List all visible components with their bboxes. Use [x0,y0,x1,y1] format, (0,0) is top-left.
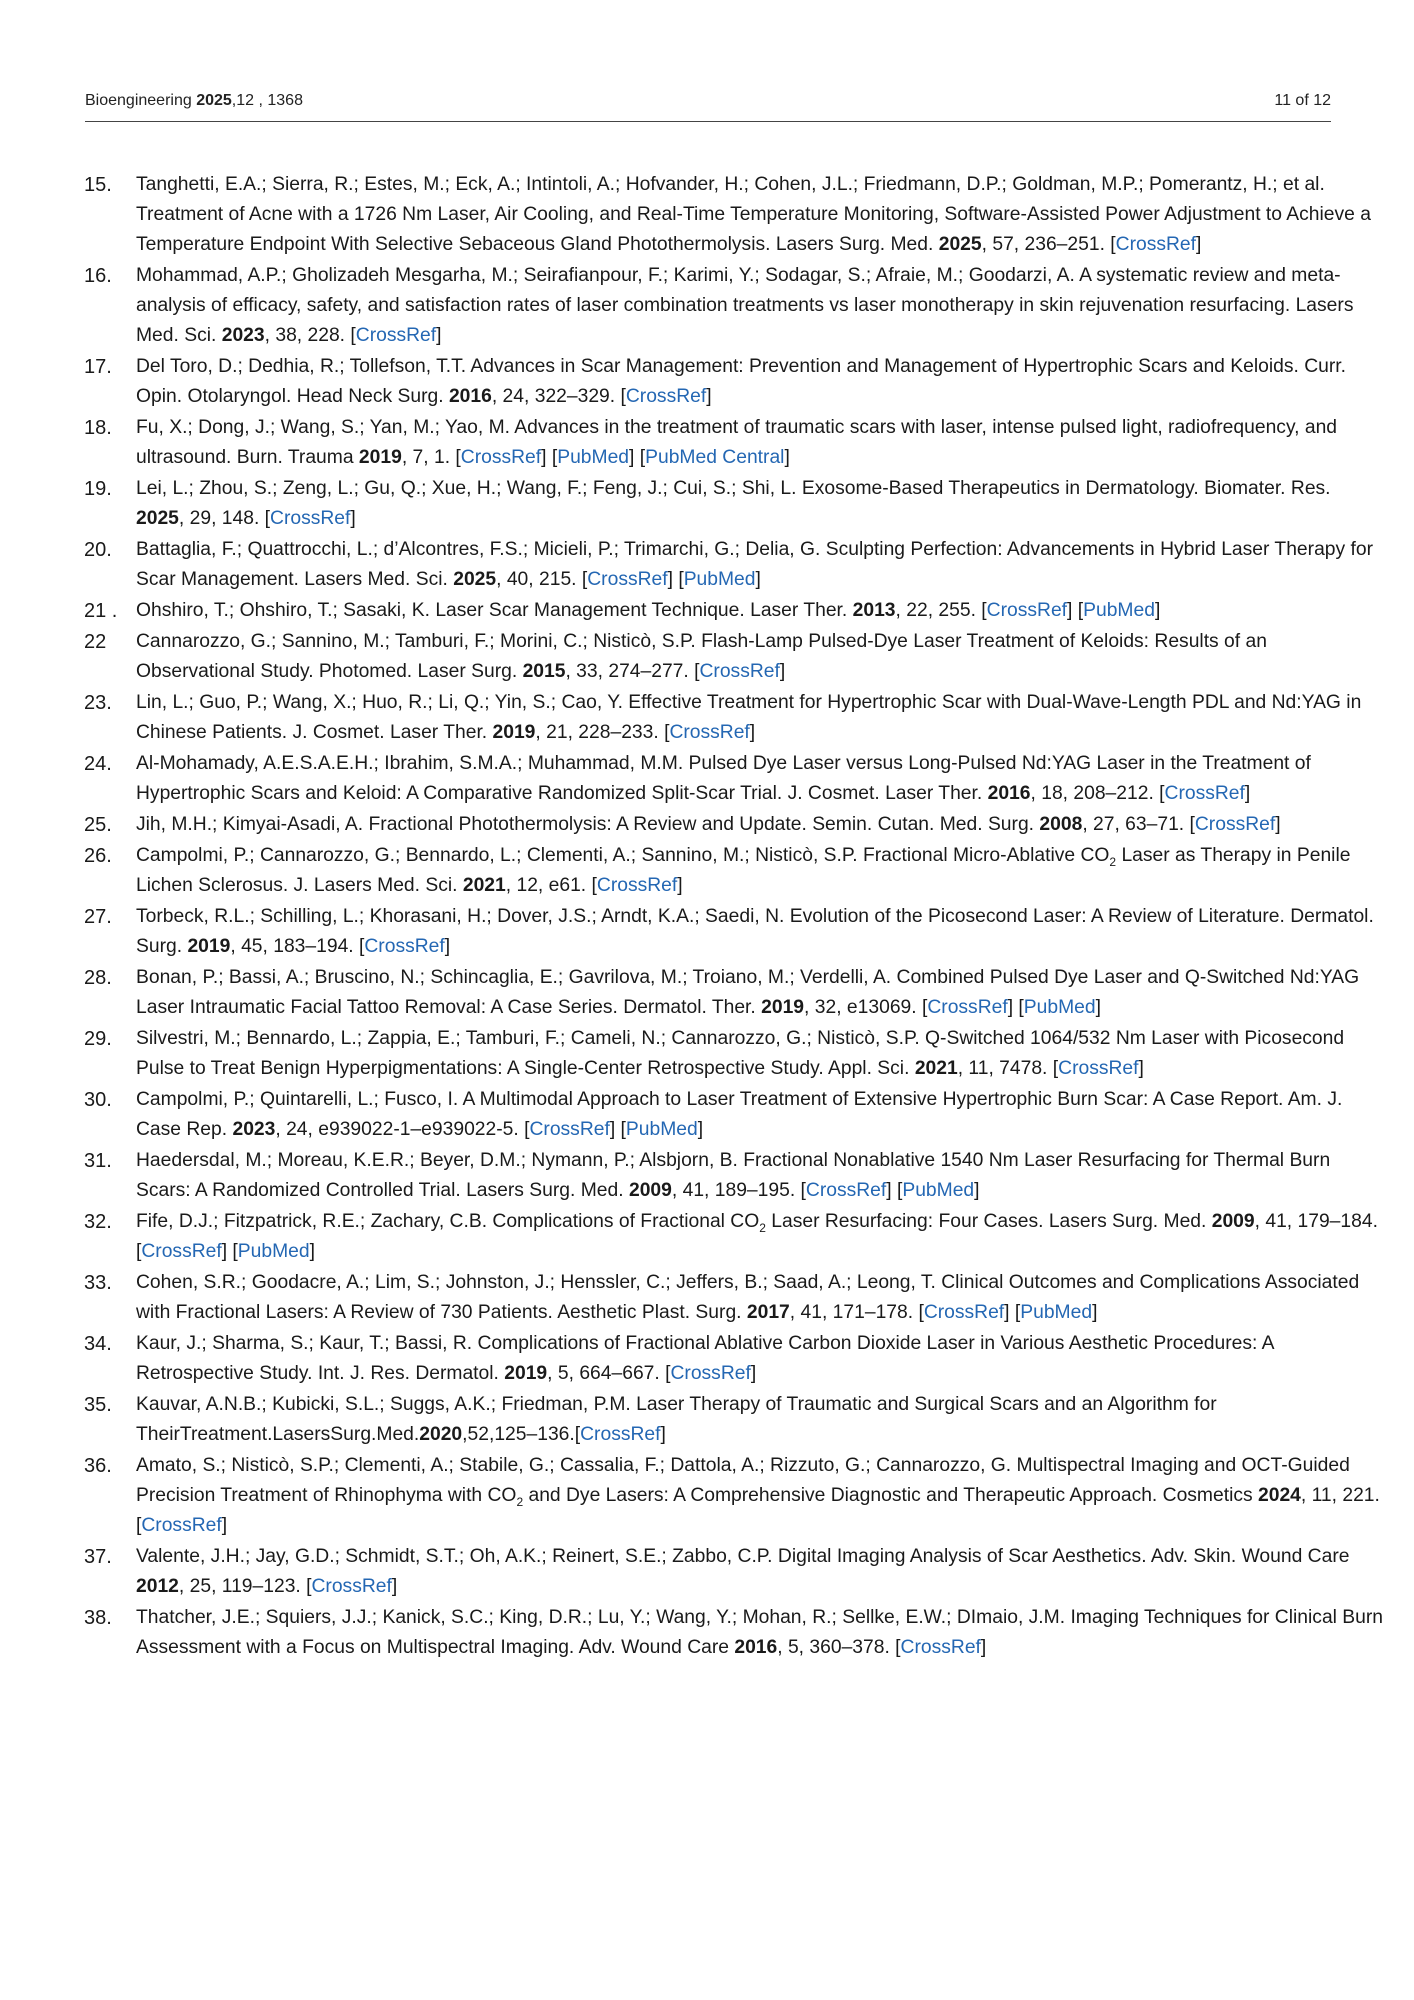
reference-18 [84,413,1384,473]
ref-text: Jih, M.H.; Kimyai-Asadi, A. Fractional Photothermolysis: A Review and Update. Semin. Cutan. Med. Surg. 2008, 27, 63–71. [CrossRef] [136,814,1281,835]
ref-authors-title: Cohen, S.R.; Goodacre, A.; Lim, S.; Johnston, J.; Henssler, C.; Jeffers, B.; Saad, A.; Leong, T. Clinical Outcomes and Complications Associated with Fractional Lasers: A Review of 730 Patients. Aesthetic Plast. Surg. [136,1272,1360,1323]
pubmed-link[interactable]: PubMed [902,1180,975,1201]
pubmed-link[interactable]: PubMed [237,1241,310,1262]
ref-text: Kauvar, A.N.B.; Kubicki, S.L.; Suggs, A.K.; Friedman, P.M. Laser Therapy of Traumatic and Surgical Scars and an Algorithm for TheirTreatment.LasersSurg.Med.2020,52,125–136.[CrossRef] [136,1394,1217,1445]
ref-number: 31. [84,1150,112,1172]
ref-text: Battaglia, F.; Quattrocchi, L.; d’Alcontres, F.S.; Micieli, P.; Trimarchi, G.; Delia, G. Sculpting Perfection: Advancements in Hybrid Laser Therapy for Scar Management. Lasers Med. Sci. 2025, 40, 215. [CrossRef] [PubMed] [136,539,1374,590]
ref-text: Lei, L.; Zhou, S.; Zeng, L.; Gu, Q.; Xue, H.; Wang, F.; Feng, J.; Cui, S.; Shi, L. Exosome-Based Therapeutics in Dermatology. Biomater. Res. 2025, 29, 148. [CrossRef] [136,478,1331,529]
ref-text: Campolmi, P.; Cannarozzo, G.; Bennardo, L.; Clementi, A.; Sannino, M.; Nisticò, S.P. Fractional Micro-Ablative $CO_2$ Laser as Therapy in Penile Lichen Sclerosus. J. Lasers Med. Sci. 2021, 12, e61. [CrossRef] [136,845,1351,896]
crossref-link[interactable]: CrossRef [1058,1058,1139,1079]
crossref-link[interactable]: CrossRef [311,1576,392,1597]
reference-29 [84,1024,1384,1084]
ref-year: 2009 [1211,1211,1255,1232]
reference-30 [84,1085,1384,1145]
ref-subscript: 2 [516,1494,524,1509]
ref-number: 30. [84,1089,112,1111]
crossref-link[interactable]: CrossRef [669,722,750,743]
ref-number: 20. [84,539,112,561]
ref-number: 21 . [84,600,118,622]
reference-36 [84,1451,1384,1541]
crossref-link[interactable]: CrossRef [580,1424,661,1445]
reference-23 [84,688,1384,748]
ref-number: 15. [84,174,112,196]
reference-15 [84,170,1384,260]
ref-authors-title: Tanghetti, E.A.; Sierra, R.; Estes, M.; Eck, A.; Intintoli, A.; Hofvander, H.; Cohen, J.L.; Friedmann, D.P.; Goldman, M.P.; Pomerantz, H.; et al. Treatment of Acne with a 1726 Nm Laser, Air Cooling, and Real-Time Temperature Monitoring, Software-Assisted Power Adjustment to Achieve a Temperature Endpoint With Selective Sebaceous Gland Photothermolysis. Lasers Surg. Med. [136,174,1371,255]
reference-33 [84,1268,1384,1328]
ref-year: 2025 [453,569,497,590]
ref-text: Lin, L.; Guo, P.; Wang, X.; Huo, R.; Li, Q.; Yin, S.; Cao, Y. Effective Treatment for Hypertrophic Scar with Dual-Wave-Length PDL and Nd:YAG in Chinese Patients. J. Cosmet. Laser Ther. 2019, 21, 228–233. [CrossRef] [136,692,1362,743]
ref-year: 2013 [852,600,896,621]
ref-authors-title: Mohammad, A.P.; Gholizadeh Mesgarha, M.; Seirafianpour, F.; Karimi, Y.; Sodagar, S.; Afraie, M.; Goodarzi, A. A systematic review and meta-analysis of efficacy, safety, and satisfaction rates of laser combination treatments vs laser monotherapy in skin rejuvenation resurfacing. Lasers Med. Sci. [136,265,1354,346]
ref-text: Tanghetti, E.A.; Sierra, R.; Estes, M.; Eck, A.; Intintoli, A.; Hofvander, H.; Cohen, J.L.; Friedmann, D.P.; Goldman, M.P.; Pomerantz, H.; et al. Treatment of Acne with a 1726 Nm Laser, Air Cooling, and Real-Time Temperature Monitoring, Software-Assisted Power Adjustment to Achieve a Temperature Endpoint With Selective Sebaceous Gland Photothermolysis. Lasers Surg. Med. 2025, 57, 236–251. [CrossRef] [136,174,1371,255]
crossref-link[interactable]: CrossRef [670,1363,751,1384]
ref-number: 26. [84,845,112,867]
ref-number: 17. [84,356,112,378]
reference-27 [84,902,1384,962]
ref-volume-pages: , 21, 228–233. [ [535,722,670,743]
ref-year: 2021 [462,875,506,896]
ref-number: 37. [84,1546,112,1568]
crossref-link[interactable]: CrossRef [625,386,707,407]
ref-number: 33. [84,1272,112,1294]
crossref-link[interactable]: CrossRef [596,875,678,896]
ref-year: 2019 [187,936,231,957]
ref-number: 38. [84,1607,112,1629]
ref-text: Bonan, P.; Bassi, A.; Bruscino, N.; Schincaglia, E.; Gavrilova, M.; Troiano, M.; Verdelli, A. Combined Pulsed Dye Laser and Q-Switched Nd:YAG Laser Intraumatic Facial Tattoo Removal: A Case Series. Dermatol. Ther. 2019, 32, e13069. [CrossRef] [PubMed] [136,967,1360,1018]
ref-year: 2015 [522,661,566,682]
ref-volume-pages: , 41, 189–195. [ [671,1180,806,1201]
ref-year: 2016 [987,783,1031,804]
page-header [85,84,1331,118]
journal-citation [85,92,303,110]
ref-text: Cannarozzo, G.; Sannino, M.; Tamburi, F.; Morini, C.; Nisticò, S.P. Flash-Lamp Pulsed-Dye Laser Treatment of Keloids: Results of an Observational Study. Photomed. Laser Surg. 2015, 33, 274–277. [CrossRef] [136,631,1267,682]
reference-22 [84,627,1384,687]
ref-number: 19. [84,478,112,500]
ref-year: 2025 [136,508,179,529]
page-number: 11 of 12 [1274,92,1331,109]
ref-authors-title: Del Toro, D.; Dedhia, R.; Tollefson, T.T. Advances in Scar Management: Prevention and Management of Hypertrophic Scars and Keloids. Curr. Opin. Otolaryngol. Head Neck Surg. [136,356,1346,407]
journal-year: 2025 [196,92,232,109]
crossref-link[interactable]: CrossRef [270,508,351,529]
ref-authors-title: Lin, L.; Guo, P.; Wang, X.; Huo, R.; Li, Q.; Yin, S.; Cao, Y. Effective Treatment for Hypertrophic Scar with Dual-Wave-Length PDL and Nd:YAG in Chinese Patients. J. Cosmet. Laser Ther. [136,692,1362,743]
ref-authors-title: Campolmi, P.; Quintarelli, L.; Fusco, I. A Multimodal Approach to Laser Treatment of Extensive Hypertrophic Burn Scar: A Case Report. Am. J. Case Rep. [136,1089,1343,1140]
ref-volume-pages: , 25, 119–123. [ [178,1576,312,1597]
ref-volume-pages: , 32, e13069. [ [804,997,928,1018]
reference-17 [84,352,1384,412]
reference-32 [84,1207,1384,1267]
ref-volume-pages: , 29, 148. [ [178,508,271,529]
pubmed-link[interactable]: PubMed [557,447,630,468]
ref-authors-title: Valente, J.H.; Jay, G.D.; Schmidt, S.T.; Oh, A.K.; Reinert, S.E.; Zabbo, C.P. Digital Imaging Analysis of Scar Aesthetics. Adv. Skin. Wound Care [136,1546,1350,1567]
reference-34 [84,1329,1384,1389]
ref-number: 24. [84,753,112,775]
ref-volume-pages: , 33, 274–277. [ [565,661,700,682]
ref-year: 2025 [938,234,982,255]
ref-text: Haedersdal, M.; Moreau, K.E.R.; Beyer, D.M.; Nymann, P.; Alsbjorn, B. Fractional Nonablative 1540 Nm Laser Resurfacing for Thermal Burn Scars: A Randomized Controlled Trial. Lasers Surg. Med. 2009, 41, 189–195. [CrossRef] [PubMed] [136,1150,1331,1201]
ref-year: 2019 [504,1363,548,1384]
ref-volume-pages: , 12, e61. [ [505,875,597,896]
ref-volume-pages: , 24, 322–329. [ [491,386,626,407]
ref-year: 2008 [1039,814,1083,835]
ref-volume-pages: , 11, 221. [ [136,1485,1380,1536]
ref-volume-pages: , 18, 208–212. [ [1030,783,1165,804]
ref-year: 2016 [734,1637,778,1658]
ref-text: Fu, X.; Dong, J.; Wang, S.; Yan, M.; Yao, M. Advances in the treatment of traumatic scars with laser, intense pulsed light, radiofrequency, and ultrasound. Burn. Trauma 2019, 7, 1. [CrossRef] [PubMed] [PubMed Central] [136,417,1338,468]
crossref-link[interactable]: CrossRef [587,569,668,590]
ref-volume-pages: ,52,125–136.[ [462,1424,581,1445]
reference-19 [84,474,1384,534]
ref-text: Fife, D.J.; Fitzpatrick, R.E.; Zachary, C.B. Complications of Fractional $CO_2$ Laser Resurfacing: Four Cases. Lasers Surg. Med. 2009, 41, 179–184. [CrossRef] [PubMed] [136,1211,1378,1262]
ref-authors-title: Amato, S.; Nisticò, S.P.; Clementi, A.; Stabile, G.; Cassalia, F.; Dattola, A.; Rizzuto, G.; Cannarozzo, G. Multispectral Imaging and OCT-Guided Precision Treatment of Rhinophyma with CO [136,1455,1350,1506]
pubmed-link[interactable]: PubMed [1083,600,1155,621]
ref-text: Mohammad, A.P.; Gholizadeh Mesgarha, M.; Seirafianpour, F.; Karimi, Y.; Sodagar, S.; Afraie, M.; Goodarzi, A. A systematic review and meta-analysis of efficacy, safety, and satisfaction rates of laser combination treatments vs laser monotherapy in skin rejuvenation resurfacing. Lasers Med. Sci. 2023, 38, 228. [CrossRef] [136,265,1354,346]
reference-24 [84,749,1384,809]
ref-volume-pages: , 5, 360–378. [ [777,1637,901,1658]
ref-volume-pages: , 40, 215. [ [496,569,588,590]
ref-authors-title: Campolmi, P.; Cannarozzo, G.; Bennardo, L.; Clementi, A.; Sannino, M.; Nisticò, S.P. Fractional Micro-Ablative CO [136,845,1110,866]
crossref-link[interactable]: CrossRef [364,936,445,957]
reference-35 [84,1390,1384,1450]
ref-authors-title: Silvestri, M.; Bennardo, L.; Zappia, E.; Tamburi, F.; Cameli, N.; Cannarozzo, G.; Nisticò, S.P. Q-Switched 1064/532 Nm Laser with Picosecond Pulse to Treat Benign Hyperpigmentations: A Single-Center Retrospective Study. Appl. Sci. [136,1028,1345,1079]
ref-subscript: 2 [759,1220,766,1235]
ref-volume-pages: , 57, 236–251. [ [981,234,1116,255]
ref-volume-pages: , 5, 664–667. [ [547,1363,671,1384]
ref-year: 2023 [232,1119,276,1140]
reference-25 [84,810,1384,840]
crossref-link[interactable]: CrossRef [1115,234,1197,255]
ref-text: Cohen, S.R.; Goodacre, A.; Lim, S.; Johnston, J.; Henssler, C.; Jeffers, B.; Saad, A.; Leong, T. Clinical Outcomes and Complications Associated with Fractional Lasers: A Review of 730 Patients. Aesthetic Plast. Surg. 2017, 41, 171–178. [CrossRef] [PubMed] [136,1272,1360,1323]
reference-20 [84,535,1384,595]
ref-text: Al-Mohamady, A.E.S.A.E.H.; Ibrahim, S.M.A.; Muhammad, M.M. Pulsed Dye Laser versus Long-Pulsed Nd:YAG Laser in the Treatment of Hypertrophic Scars and Keloid: A Comparative Randomized Split-Scar Trial. J. Cosmet. Laser Ther. 2016, 18, 208–212. [CrossRef] [136,753,1311,804]
pubmed-link[interactable]: PubMed [1023,997,1096,1018]
reference-31 [84,1146,1384,1206]
ref-number: 32. [84,1211,112,1233]
crossref-link[interactable]: CrossRef [927,997,1008,1018]
ref-number: 35. [84,1394,112,1416]
ref-authors-title: Kauvar, A.N.B.; Kubicki, S.L.; Suggs, A.K.; Friedman, P.M. Laser Therapy of Traumatic and Surgical Scars and an Algorithm for TheirTreatment.LasersSurg.Med. [136,1394,1217,1445]
ref-text: Campolmi, P.; Quintarelli, L.; Fusco, I. A Multimodal Approach to Laser Treatment of Extensive Hypertrophic Burn Scar: A Case Report. Am. J. Case Rep. 2023, 24, e939022-1–e939022-5. [CrossRef] [PubMed] [136,1089,1343,1140]
ref-year: 2012 [136,1576,179,1597]
reference-38 [84,1603,1384,1663]
crossref-link[interactable]: CrossRef [355,325,437,346]
ref-volume-pages: , 41, 171–178. [ [789,1302,924,1323]
pubmed-central-link[interactable]: PubMed Central [645,447,785,468]
pubmed-link[interactable]: PubMed [625,1119,698,1140]
crossref-link[interactable]: CrossRef [141,1241,222,1262]
ref-year: 2016 [448,386,492,407]
reference-37 [84,1542,1384,1602]
ref-number: 16. [84,265,112,287]
ref-authors-title: Ohshiro, T.; Ohshiro, T.; Sasaki, K. Laser Scar Management Technique. Laser Ther. [136,600,853,621]
ref-authors-title: Bonan, P.; Bassi, A.; Bruscino, N.; Schincaglia, E.; Gavrilova, M.; Troiano, M.; Verdelli, A. Combined Pulsed Dye Laser and Q-Switched Nd:YAG Laser Intraumatic Facial Tattoo Removal: A Case Series. Dermatol. Ther. [136,967,1360,1018]
crossref-link[interactable]: CrossRef [986,600,1068,621]
ref-year: 2009 [628,1180,672,1201]
ref-year: 2023 [221,325,265,346]
ref-number: 27. [84,906,112,928]
reference-26 [84,841,1384,901]
reference-28 [84,963,1384,1023]
ref-volume-pages: , 24, e939022-1–e939022-5. [ [275,1119,530,1140]
ref-text: Ohshiro, T.; Ohshiro, T.; Sasaki, K. Laser Scar Management Technique. Laser Ther. 2013, 22, 255. [CrossRef] [PubMed] [136,600,1161,621]
ref-text: Kaur, J.; Sharma, S.; Kaur, T.; Bassi, R. Complications of Fractional Ablative Carbon Dioxide Laser in Various Aesthetic Procedures: A Retrospective Study. Int. J. Res. Dermatol. 2019, 5, 664–667. [CrossRef] [136,1333,1274,1384]
ref-subscript: 2 [1109,854,1117,869]
ref-text: Torbeck, R.L.; Schilling, L.; Khorasani, H.; Dover, J.S.; Arndt, K.A.; Saedi, N. Evolution of the Picosecond Laser: A Review of Literature. Dermatol. Surg. 2019, 45, 183–194. [CrossRef] [136,906,1374,957]
ref-text: Del Toro, D.; Dedhia, R.; Tollefson, T.T. Advances in Scar Management: Prevention and Management of Hypertrophic Scars and Keloids. Curr. Opin. Otolaryngol. Head Neck Surg. 2016, 24, 322–329. [CrossRef] [136,356,1346,407]
pubmed-link[interactable]: PubMed [683,569,756,590]
crossref-link[interactable]: CrossRef [900,1637,981,1658]
ref-authors-title: Thatcher, J.E.; Squiers, J.J.; Kanick, S.C.; King, D.R.; Lu, Y.; Wang, Y.; Mohan, R.; Sellke, E.W.; DImaio, J.M. Imaging Techniques for Clinical Burn Assessment with a Focus on Multispectral Imaging. Adv. Wound Care [136,1607,1384,1658]
ref-year: 2021 [914,1058,958,1079]
ref-number: 36. [84,1455,112,1477]
ref-year: 2020 [419,1424,463,1445]
ref-year: 2017 [746,1302,790,1323]
crossref-link[interactable]: CrossRef [1194,814,1276,835]
ref-number: 28. [84,967,112,989]
ref-year: 2019 [761,997,805,1018]
ref-text: Valente, J.H.; Jay, G.D.; Schmidt, S.T.; Oh, A.K.; Reinert, S.E.; Zabbo, C.P. Digital Imaging Analysis of Scar Aesthetics. Adv. Skin. Wound Care 2012, 25, 119–123. [CrossRef] [136,1546,1350,1597]
ref-authors-title: Haedersdal, M.; Moreau, K.E.R.; Beyer, D.M.; Nymann, P.; Alsbjorn, B. Fractional Nonablative 1540 Nm Laser Resurfacing for Thermal Burn Scars: A Randomized Controlled Trial. Lasers Surg. Med. [136,1150,1331,1201]
crossref-link[interactable]: CrossRef [529,1119,610,1140]
ref-year: 2019 [358,447,402,468]
ref-volume-pages: , 22, 255. [ [895,600,987,621]
ref-number: 29. [84,1028,112,1050]
ref-authors-title: Battaglia, F.; Quattrocchi, L.; d’Alcontres, F.S.; Micieli, P.; Trimarchi, G.; Delia, G. Sculpting Perfection: Advancements in Hybrid Laser Therapy for Scar Management. Lasers Med. Sci. [136,539,1374,590]
ref-year: 2024 [1258,1485,1301,1506]
ref-text: Silvestri, M.; Bennardo, L.; Zappia, E.; Tamburi, F.; Cameli, N.; Cannarozzo, G.; Nisticò, S.P. Q-Switched 1064/532 Nm Laser with Picosecond Pulse to Treat Benign Hyperpigmentations: A Single-Center Retrospective Study. Appl. Sci. 2021, 11, 7478. [CrossRef] [136,1028,1345,1079]
ref-number: 22 [84,631,107,653]
ref-volume-pages: , 7, 1. [ [401,447,461,468]
ref-authors-title: Torbeck, R.L.; Schilling, L.; Khorasani, H.; Dover, J.S.; Arndt, K.A.; Saedi, N. Evolution of the Picosecond Laser: A Review of Literature. Dermatol. Surg. [136,906,1374,957]
crossref-link[interactable]: CrossRef [1164,783,1245,804]
header-rule [85,121,1331,122]
ref-text: Thatcher, J.E.; Squiers, J.J.; Kanick, S.C.; King, D.R.; Lu, Y.; Wang, Y.; Mohan, R.; Sellke, E.W.; DImaio, J.M. Imaging Techniques for Clinical Burn Assessment with a Focus on Multispectral Imaging. Adv. Wound Care 2016, 5, 360–378. [CrossRef] [136,1607,1384,1658]
ref-authors-title: Lei, L.; Zhou, S.; Zeng, L.; Gu, Q.; Xue, H.; Wang, F.; Feng, J.; Cui, S.; Shi, L. Exosome-Based Therapeutics in Dermatology. Biomater. Res. [136,478,1331,499]
ref-authors-title: Kaur, J.; Sharma, S.; Kaur, T.; Bassi, R. Complications of Fractional Ablative Carbon Dioxide Laser in Various Aesthetic Procedures: A Retrospective Study. Int. J. Res. Dermatol. [136,1333,1274,1384]
crossref-link[interactable]: CrossRef [923,1302,1005,1323]
pubmed-link[interactable]: PubMed [1020,1302,1093,1323]
ref-number: 18. [84,417,112,439]
ref-authors-title: Jih, M.H.; Kimyai-Asadi, A. Fractional Photothermolysis: A Review and Update. Semin. Cutan. Med. Surg. [136,814,1040,835]
ref-volume-pages: , 27, 63–71. [ [1082,814,1195,835]
reference-21 [84,596,1384,626]
ref-number: 25. [84,814,112,836]
ref-authors-title: Al-Mohamady, A.E.S.A.E.H.; Ibrahim, S.M.A.; Muhammad, M.M. Pulsed Dye Laser versus Long-Pulsed Nd:YAG Laser in the Treatment of Hypertrophic Scars and Keloid: A Comparative Randomized Split-Scar Trial. J. Cosmet. Laser Ther. [136,753,1311,804]
crossref-link[interactable]: CrossRef [141,1515,222,1536]
ref-volume-pages: , 41, 179–184. [ [136,1211,1378,1262]
ref-volume-pages: , 45, 183–194. [ [230,936,365,957]
ref-volume-pages: , 11, 7478. [ [957,1058,1059,1079]
journal-volume: ,12 , 1368 [231,92,303,109]
journal-name: Bioengineering [85,92,192,109]
crossref-link[interactable]: CrossRef [805,1180,887,1201]
reference-16 [84,261,1384,351]
ref-authors-title: Fu, X.; Dong, J.; Wang, S.; Yan, M.; Yao, M. Advances in the treatment of traumatic scars with laser, intense pulsed light, radiofrequency, and ultrasound. Burn. Trauma [136,417,1338,468]
ref-number: 34. [84,1333,112,1355]
reference-list [84,170,1384,1664]
crossref-link[interactable]: CrossRef [460,447,542,468]
ref-text: Amato, S.; Nisticò, S.P.; Clementi, A.; Stabile, G.; Cassalia, F.; Dattola, A.; Rizzuto, G.; Cannarozzo, G. Multispectral Imaging and OCT-Guided Precision Treatment of Rhinophyma with $CO_2$ and Dye Lasers: A Comprehensive Diagnostic and Therapeutic Approach. Cosmetics 2024, 11, 221. [CrossRef] [136,1455,1380,1536]
ref-number: 23. [84,692,112,714]
ref-year: 2019 [492,722,536,743]
ref-authors-title: Fife, D.J.; Fitzpatrick, R.E.; Zachary, C.B. Complications of Fractional CO [136,1211,760,1232]
ref-authors-title: Cannarozzo, G.; Sannino, M.; Tamburi, F.; Morini, C.; Nisticò, S.P. Flash-Lamp Pulsed-Dye Laser Treatment of Keloids: Results of an Observational Study. Photomed. Laser Surg. [136,631,1267,682]
ref-volume-pages: , 38, 228. [ [264,325,356,346]
crossref-link[interactable]: CrossRef [699,661,780,682]
